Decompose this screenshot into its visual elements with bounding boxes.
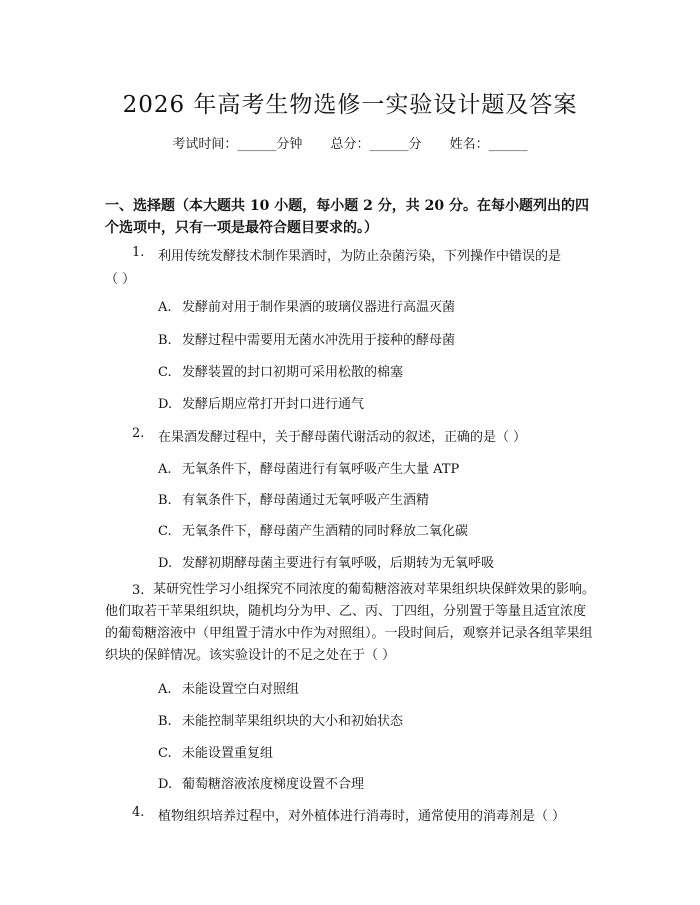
question-3-option-b: B. 未能控制苹果组织块的大小和初始状态 (158, 714, 404, 729)
question-4-stem: 植物组织培养过程中，对外植体进行消毒时，通常使用的消毒剂是（ ） (158, 809, 566, 824)
question-2-option-c: C. 无氧条件下，酵母菌产生酒精的同时释放二氧化碳 (158, 524, 469, 539)
exam-info (0, 133, 700, 152)
question-3-stem: 某研究性学习小组探究不同浓度的葡萄糖溶液对苹果组织块保鲜效果的影响。他们取若干苹果组织块，随机均分为甲、乙、丙、丁四组，分别置于等量且适宜浓度的葡萄糖溶液中（甲组置于清水中作为对照组）。一段时间后，观察并记录各组苹果组织块的保鲜情况。该实验设计的不足之处在于（ ） (105, 582, 596, 663)
question-2-stem: 在果酒发酵过程中，关于酵母菌代谢活动的叙述，正确的是（ ） (158, 430, 527, 445)
question-1-option-b: B. 发酵过程中需要用无菌水冲洗用于接种的酵母菌 (158, 333, 456, 348)
question-3-option-d: D. 葡萄糖溶液浓度梯度设置不合理 (158, 777, 365, 792)
section-heading: 一、选择题（本大题共 10 小题，每小题 2 分，共 20 分。在每小题列出的四个选项中，只有一项是最符合题目要求的。） (105, 198, 589, 236)
question-1-answer-blank: （ ） (105, 272, 136, 287)
question-3-number: 3. (132, 583, 145, 598)
question-1-option-a: A. 发酵前对用于制作果酒的玻璃仪器进行高温灭菌 (158, 300, 456, 315)
question-3-option-a: A. 未能设置空白对照组 (158, 682, 300, 697)
exam-time-field: 考试时间：______分钟 (172, 137, 303, 152)
question-2-option-b: B. 有氧条件下，酵母菌通过无氧呼吸产生酒精 (158, 493, 430, 508)
question-2-option-a: A. 无氧条件下，酵母菌进行有氧呼吸产生大量 ATP (158, 462, 460, 477)
question-1-option-c: C. 发酵装置的封口初期可采用松散的棉塞 (158, 365, 404, 380)
question-2-number: 2. (132, 426, 145, 441)
page-title: 2026 年高考生物选修一实验设计题及答案 (122, 92, 578, 118)
question-1-stem: 利用传统发酵技术制作果酒时，为防止杂菌污染，下列操作中错误的是 (158, 249, 562, 264)
question-3-option-c: C. 未能设置重复组 (158, 746, 274, 761)
question-1-option-d: D. 发酵后期应常打开封口进行通气 (158, 397, 365, 412)
question-4-number: 4. (132, 805, 145, 820)
question-2-option-d: D. 发酵初期酵母菌主要进行有氧呼吸，后期转为无氧呼吸 (158, 556, 495, 571)
total-score-field: 总分：______分 (330, 137, 422, 152)
name-field: 姓名：______ (449, 137, 528, 152)
question-1-number: 1. (132, 245, 145, 260)
